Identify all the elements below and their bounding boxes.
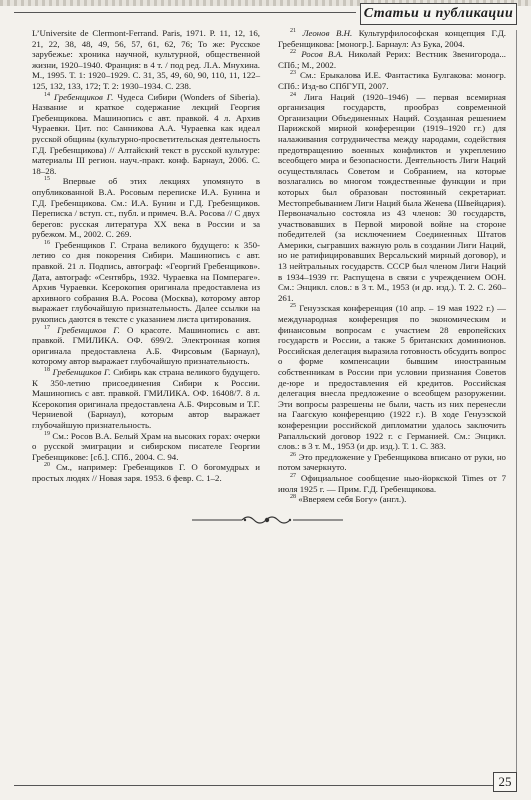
- page-border-line: [516, 30, 517, 786]
- footnote-author: Гребенщиков Г.: [52, 367, 111, 377]
- footnote: [32, 462, 260, 483]
- footnote: [32, 431, 260, 463]
- footnote-number: 21: [290, 28, 296, 35]
- footnote-number: 27: [290, 473, 296, 479]
- footnote: [278, 49, 506, 70]
- footnote-text: Культурфилософская концепция Г.Д. Гребенщикова: [моногр.]. Барнаул: Аз Бука, 2004.: [278, 28, 507, 49]
- section-title: Статьи и публикации: [360, 3, 517, 25]
- footnote-text: Впервые об этих лекциях упомянуто в опубликованной В.А. Росовым переписке И.А. Бунина и Г.Д. Гребенщикова. См.: И.А. Бунин и Г.Д. Гребенщиков. Переписка / вступ. ст., публ. и примеч. В.А. Росова // С двух берегов: русская литература XX века в России и за рубежом. М., 2002. С. 269.: [32, 176, 260, 240]
- footnote-number: 19: [44, 430, 50, 437]
- footnote-author: Леонов В.Н.: [302, 28, 353, 38]
- footnote: [32, 28, 260, 92]
- footnote-text: Это предложение у Гребенщикова вписано от руки, но потом зачеркнуто.: [278, 451, 506, 473]
- footnote-number: 18: [44, 367, 50, 374]
- footnote: [32, 240, 260, 325]
- footnote-text: L’Universite de Clermont-Ferrand. Paris, 1971. P. 11, 12, 16, 21, 22, 38, 48, 49, 56, 57, 61, 62, 76; То же: Русское зарубежье: хроника научной, культурной, общественной жизни, 1920–1940. Франция: в 4 т. / под ред. Л.А. Мнухина. М., 1995. Т. 1: 1920–1929. С. 31, 35, 49, 60, 90, 110, 11, 122–125, 132, 133, 172; Т. 2: 1930–1934. С. 238.: [32, 28, 260, 91]
- footnote-number: 25: [290, 303, 296, 310]
- footnote: [32, 92, 260, 177]
- footnote-author: Гребенщиков Г.: [57, 324, 120, 335]
- footnote-text: О красоте. Машинопись с авт. правкой. ГМИЛИКА. ОФ. 699/2. Электронная копия оригинала предоставлена А.Б. Фирсовым (Барнаул), которому автор выражает глубочайшую признательность.: [32, 324, 260, 367]
- page-number: 25: [493, 772, 517, 792]
- header-rule: [14, 12, 356, 13]
- footnote-text: См., например: Гребенщиков Г. О богомудрых и простых людях // Новая заря. 1953. 6 февр. С. 1–2.: [32, 462, 260, 483]
- footnote: [32, 367, 260, 431]
- footnote: [32, 325, 260, 367]
- footnote-text: Сибирь как страна великого будущего. К 350-летию присоединения Сибири к России. Машинопись с авт. правкой. ГМИЛИКА. ОФ. 16408/7. 8 л. Ксерокопия оригинала предоставлена А.Б. Фирсовым и Т.Г. Черниевой (Барнаул), которым автор выражает глубочайшую признательность.: [32, 367, 261, 430]
- footnote-number: 23: [290, 70, 296, 77]
- ornamental-divider: [190, 513, 345, 527]
- footnote-text: См.: Ерыкалова И.Е. Фантастика Булгакова: моногр. СПб.: Изд-во СПбГУП, 2007.: [278, 70, 506, 91]
- footnote-text: «Вверяем себя Богу» (англ.).: [298, 494, 407, 505]
- footnote-text: Николай Рерих: Вестник Звенигорода... СПб.; М., 2002.: [278, 49, 506, 70]
- left-footnote-column: [32, 28, 260, 484]
- footnote: [278, 28, 506, 49]
- footnote-number: 24: [290, 91, 296, 98]
- footnote: [278, 494, 506, 505]
- footnote-number: 14: [44, 91, 50, 98]
- footnote-number: 26: [290, 451, 296, 458]
- footnote-number: 22: [290, 49, 296, 56]
- footnote: [278, 303, 506, 451]
- right-footnote-column: [278, 28, 506, 505]
- footnote: [278, 452, 506, 473]
- footnote-text: Генуэзская конференция (10 апр. – 19 мая 1922 г.) — международная конференция по экономическим и финансовым вопросам с участием 28 европейских государств и России, а также 5 британских доминионов. Российская делегация выразила готовность обсудить вопрос о форме компенсации бывшим иностранным собственникам в России при условии признания Советов де-юре и предоставления ей кредитов. Российская делегация внесла предложение о всеобщем разоружении. Эти вопросы разрешены не были, часть из них перенесли на Гаагскую конференцию (1922 г.). В ходе Генуэзской конференции российской дипломатии удалось заключить Рапалльский договор 1922 г. с Германией. См.: Энцикл. слов.: в 3 т. М., 1953 (и др. изд.). Т. 1. С. 383.: [278, 303, 506, 452]
- footnote-number: 20: [44, 462, 50, 469]
- footnote-text: Лига Наций (1920–1946) — первая всемирная организация государств, прообраз современной Организации Объединенных Наций. Созданная решением Парижской мирной конференции (1919–1920 гг.) для налаживания сотрудничества между народами, содействия предотвращению военных конфликтов и укреплению всеобщего мира и безопасности. Деятельность Лиги Наций осуществлялась Советом и Собранием, на которые возлагались во многом тождественные функции и при которых был образован постоянный секретариат. Местопребыванием Лиги Наций была Женева (Швейцария). Первоначально состояла из 43 членов: 30 государств, участвовавших в Первой мировой войне на стороне победителей (за исключением Соединенных Штатов Америки, сыгравших важную роль в создании Лиги Наций, но не ратифицировавших Версальский мирный договор), и 13 нейтральных государств. СССР был членом Лиги Наций в 1934–1939 гг. Распущена в связи с учреждением ООН. См.: Энцикл. слов.: в 3 т. М., 1953 (и др. изд.). Т. 2. С. 260–261.: [278, 91, 506, 303]
- footnote: [278, 473, 506, 494]
- footnote-number: 28: [290, 494, 296, 501]
- footnote: [32, 176, 260, 240]
- footnote-number: 16: [44, 239, 50, 246]
- footnote-text: Чудеса Сибири (Wonders of Siberia). Название и краткое содержание лекций Георгия Гребенщикова. Машинопись с авт. правкой. 4 л. Архив Чураевки. Цит. по: Санникова А.А. Чураевка как идеал русской общины (культурно-просветительская деятельность Г.Д. Гребенщикова) // Алтайский текст в русской культуре: материалы III регион. науч.-практ. конф. Барнаул, 2006. С. 18–28.: [32, 91, 260, 176]
- footnote-author: Росов В.А.: [301, 49, 344, 60]
- footnote-text: Официальное сообщение нью-йоркской Times от 7 июля 1925 г. — Прим. Г.Д. Гребенщикова.: [278, 472, 507, 494]
- footnote-text: Гребенщиков Г. Страна великого будущего: к 350-летию со дня покорения Сибири. Машинопись с авт. правкой. 21 л. Подпись, автограф: «Георгий Гребенщиков». Дата, автограф: «Сентябрь, 1932. Чураевка на Помпераге». Архив Чураевки. Ксерокопия оригинала предоставлена из архивного собрания В.А. Росова (Москва), которому автор выражает глубочайшую признательность. Далее ссылки на рукопись даются в тексте с указанием листа цитирования.: [32, 239, 260, 325]
- footer-rule: [14, 785, 495, 786]
- footnote-number: 15: [44, 176, 50, 183]
- footnote-number: 17: [44, 324, 50, 331]
- footnote-author: Гребенщиков Г.: [53, 91, 114, 102]
- footnote-text: См.: Росов В.А. Белый Храм на высоких горах: очерки о русской эмиграции и сибирском писателе Георгии Гребенщикове: [сб.]. СПб., 2004. С. 94.: [32, 430, 260, 462]
- footnote: [278, 92, 506, 304]
- footnote: [278, 70, 506, 91]
